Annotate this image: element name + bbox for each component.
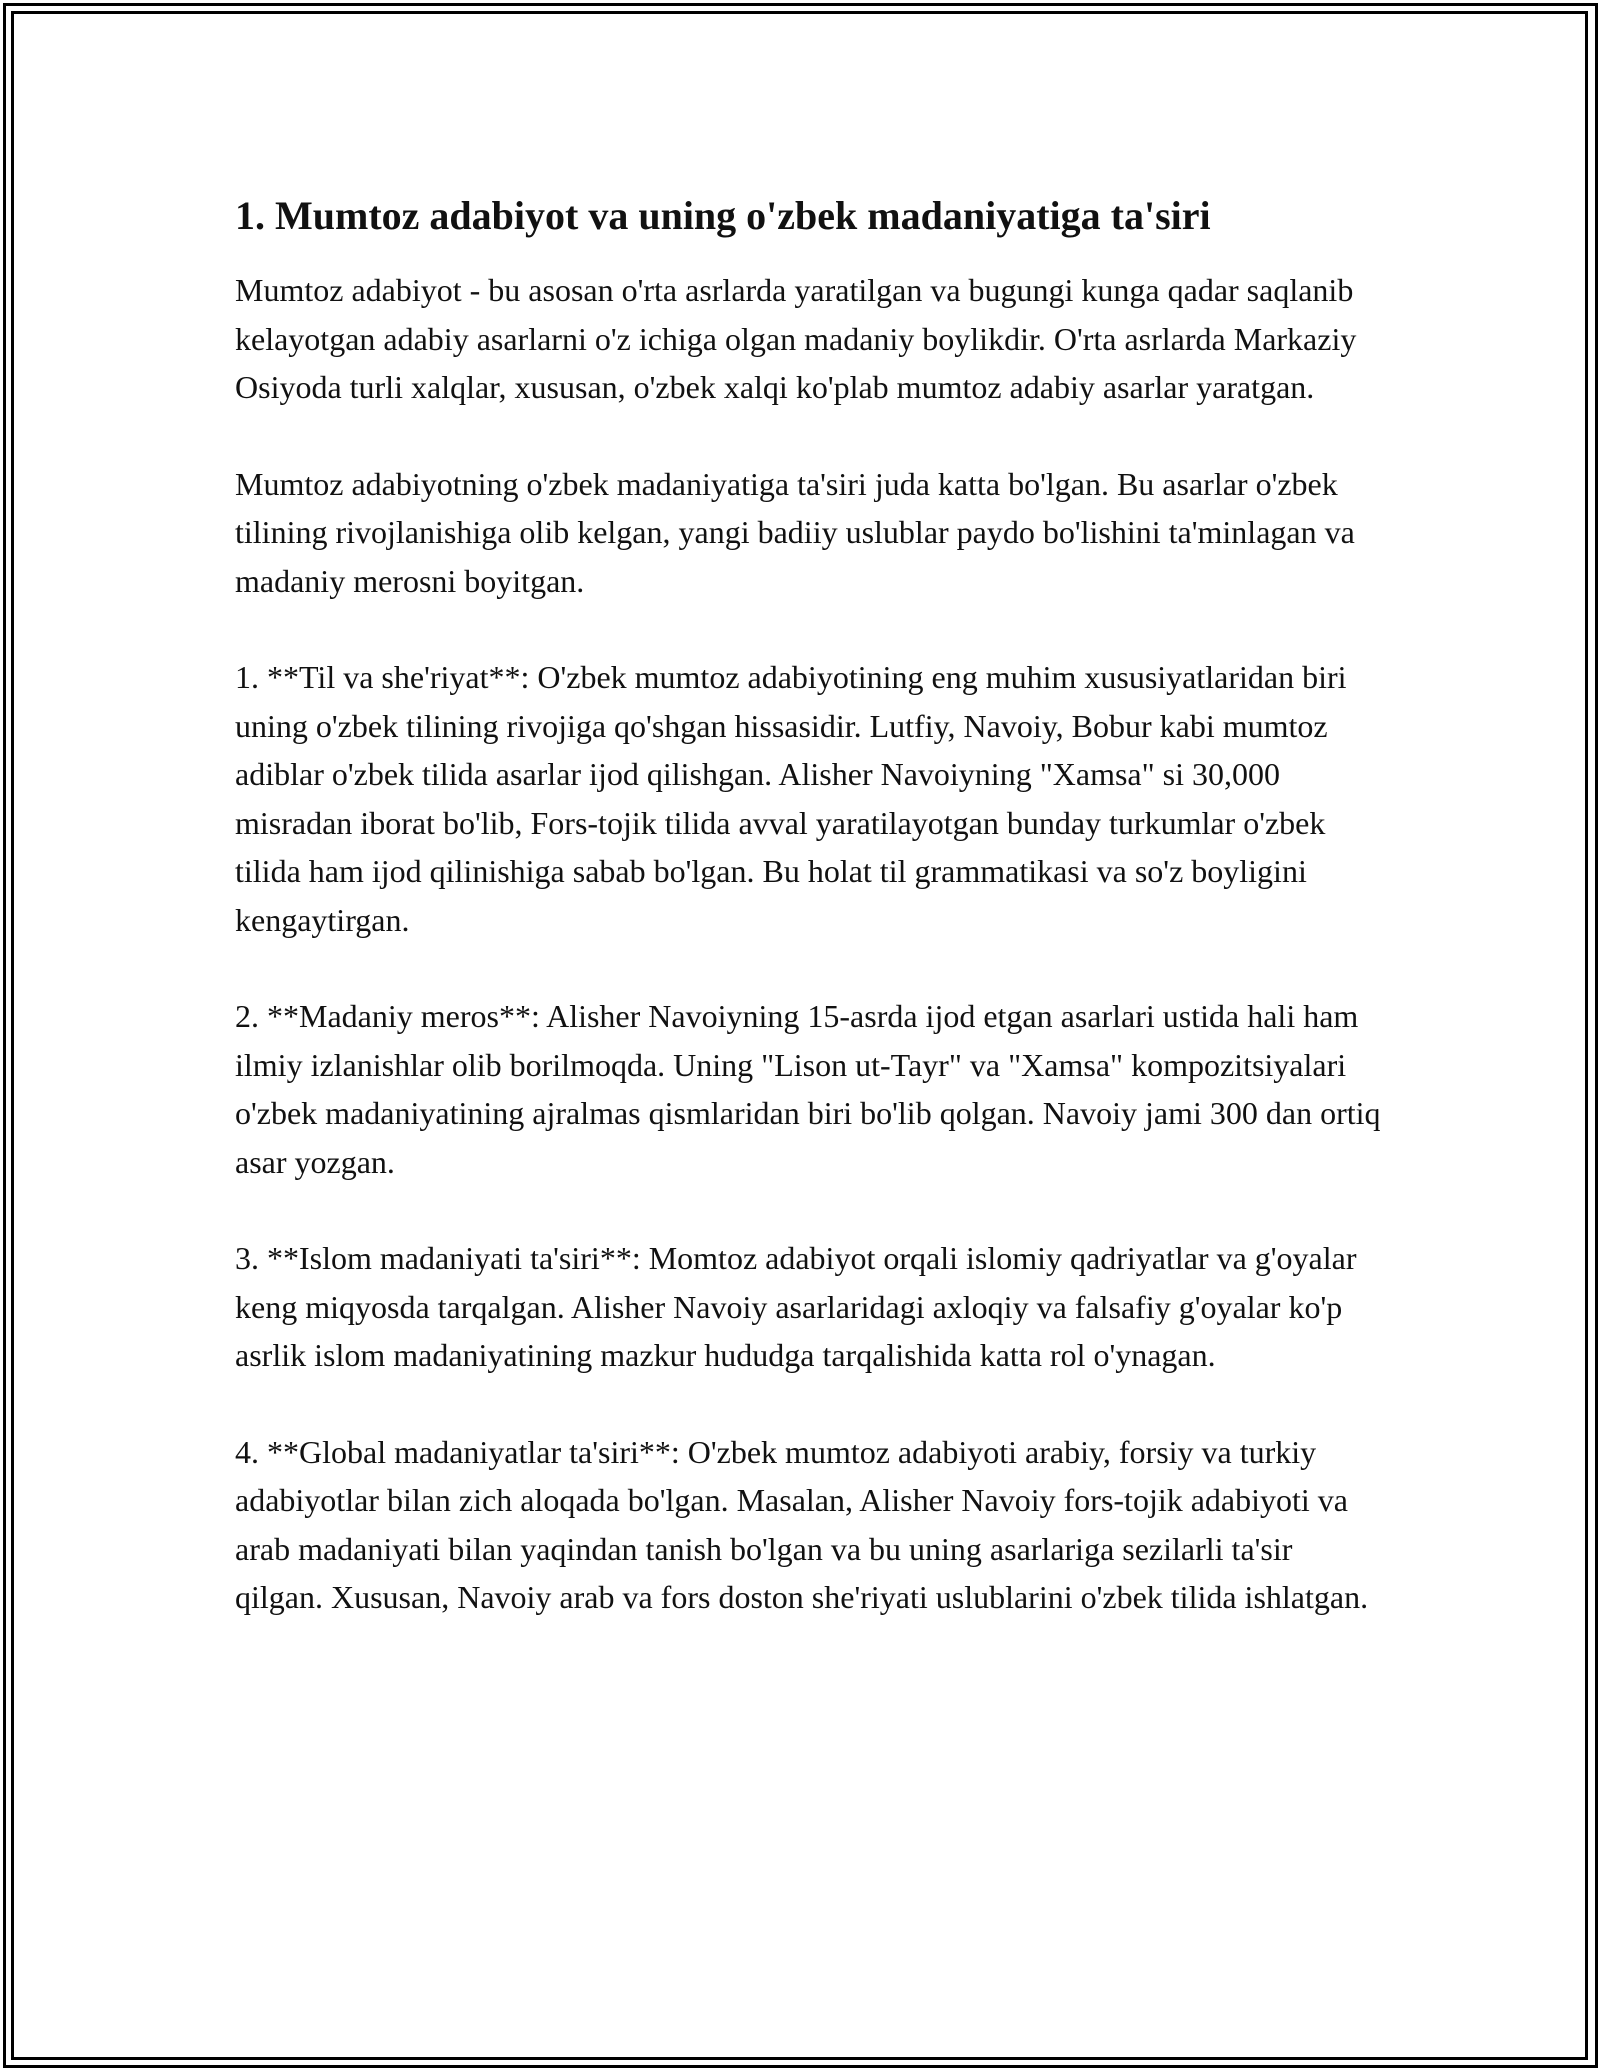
influence-paragraph: Mumtoz adabiyotning o'zbek madaniyatiga ta'siri juda katta bo'lgan. Bu asarlar o'zbek tilining rivojlanishiga olib kelgan, yangi badiiy uslublar paydo bo'lishini ta'minlagan va madaniy merosni boyitgan. — [235, 465, 1355, 599]
intro-paragraph: Mumtoz adabiyot - bu asosan o'rta asrlarda yaratilgan va bugungi kunga qadar saqlanib kelayotgan adabiy asarlarni o'z ichiga olgan madaniy boylikdir. O'rta asrlarda Markaziy Osiyoda turli xalqlar, xususan, o'zbek xalqi ko'plab mumtoz adabiy asarlar yaratgan. — [235, 272, 1357, 405]
list-item-islamic-culture: 3. **Islom madaniyati ta'siri**: Momtoz adabiyot orqali islomiy qadriyatlar va g'oyalar keng miqyosda tarqalgan. Alisher Navoiy asarlaridagi axloqiy va falsafiy g'oyalar ko'p asrlik islom madaniyatining mazkur hududga tarqalishida katta rol o'ynagan. — [235, 1240, 1357, 1373]
document-title: 1. Mumtoz adabiyot va uning o'zbek madaniyatiga ta'siri — [235, 193, 1211, 238]
list-item-global-cultures: 4. **Global madaniyatlar ta'siri**: O'zbek mumtoz adabiyoti arabiy, forsiy va turkiy adabiyotlar bilan zich aloqada bo'lgan. Masalan, Alisher Navoiy fors-tojik adabiyoti va arab madaniyati bilan yaqindan tanish bo'lgan va bu uning asarlariga sezilarli ta'sir qilgan. Xususan, Navoiy arab va fors doston she'riyati uslublarini o'zbek tilida ishlatgan. — [235, 1433, 1369, 1615]
list-item-cultural-heritage: 2. **Madaniy meros**: Alisher Navoiyning 15-asrda ijod etgan asarlari ustida hali ham ilmiy izlanishlar olib borilmoqda. Uning "Lison ut-Tayr" va "Xamsa" kompozitsiyalari o'zbek madaniyatining ajralmas qismlaridan biri bo'lib qolgan. Navoiy jami 300 dan ortiq asar yozgan. — [235, 998, 1381, 1180]
document-body — [235, 190, 1385, 1670]
list-item-language-poetry: 1. **Til va she'riyat**: O'zbek mumtoz adabiyotining eng muhim xususiyatlaridan biri uning o'zbek tilining rivojiga qo'shgan hissasidir. Lutfiy, Navoiy, Bobur kabi mumtoz adiblar o'zbek tilida asarlar ijod qilishgan. Alisher Navoiyning "Xamsa" si 30,000 misradan iborat bo'lib, Fors-tojik tilida avval yaratilayotgan bunday turkumlar o'zbek tilida ham ijod qilinishiga sabab bo'lgan. Bu holat til grammatikasi va so'z boyligini kengaytirgan. — [235, 659, 1347, 938]
